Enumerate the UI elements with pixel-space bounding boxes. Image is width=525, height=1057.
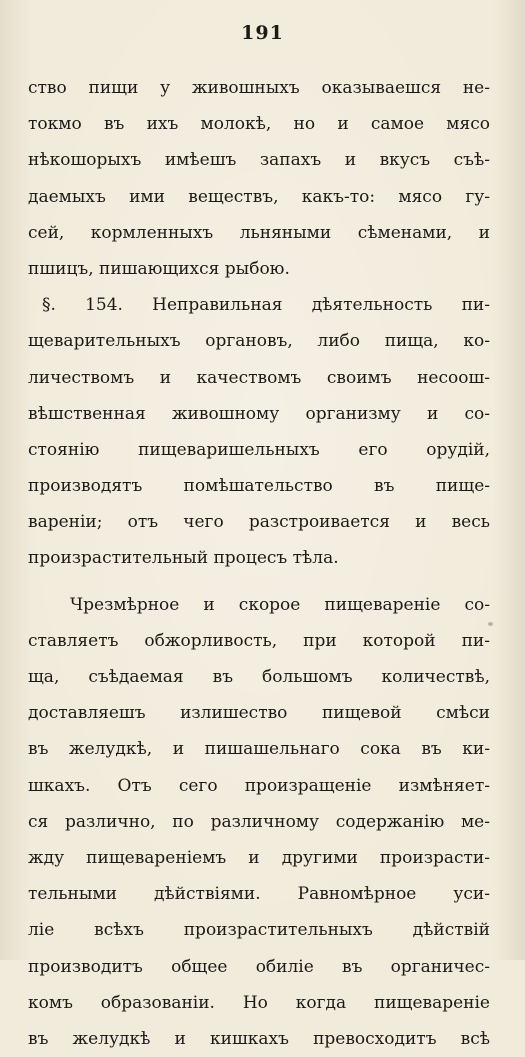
text-line: произрастительный процесъ тѣла. <box>28 548 339 569</box>
page-number: 191 <box>241 22 284 44</box>
paragraph-2 <box>28 287 490 577</box>
paper-speck <box>488 622 493 626</box>
paragraph-gap <box>28 577 490 587</box>
text-line: §. 154. Неправильная дѣятельность пи- <box>42 295 490 316</box>
paragraph-1 <box>28 70 490 287</box>
text-line: вареніи; отъ чего разстроивается и весь <box>28 512 490 533</box>
text-line: производитъ общее обиліе въ органичес- <box>28 956 490 977</box>
text-line: щеварительныхъ органовъ, либо пища, ко- <box>28 331 490 352</box>
text-line: Чрезмѣрное и скорое пищевареніе со- <box>70 594 490 615</box>
text-line: жду пищевареніемъ и другими произрасти- <box>28 847 490 868</box>
text-line: ство пищи у живошныхъ оказываешся не- <box>28 78 490 98</box>
text-line: даемыхъ ими веществъ, какъ-то: мясо гу- <box>28 186 490 207</box>
text-line: сей, кормленныхъ льняными сѣменами, и <box>28 222 490 243</box>
text-line: вѣшственная живошному организму и со- <box>28 403 490 424</box>
text-line: личествомъ и качествомъ своимъ несоош- <box>28 367 490 388</box>
text-line: въ желудкѣ, и пишашельнаго сока въ ки- <box>28 739 490 760</box>
text-line: шкахъ. Отъ сего произращеніе измѣняет- <box>28 775 490 796</box>
page-text <box>28 70 490 1057</box>
text-line: ліе всѣхъ произрастительныхъ дѣйствій <box>28 920 490 941</box>
paragraph-3 <box>28 587 490 1057</box>
text-line: стоянію пищеваришельныхъ его орудій, <box>28 439 490 460</box>
text-line: ся различно, по различному содержанію ме- <box>28 811 490 832</box>
text-line: ща, съѣдаемая въ большомъ количествѣ, <box>28 667 490 687</box>
text-line: въ желудкѣ и кишкахъ превосходитъ всѣ <box>28 1028 490 1049</box>
text-line: нѣкошорыхъ имѣешъ запахъ и вкусъ съѣ- <box>28 150 490 171</box>
text-line: пшицъ, пишающихся рыбою. <box>28 258 290 279</box>
text-line: тельными дѣйствіями. Равномѣрное уси- <box>28 884 490 905</box>
text-line: комъ образованіи. Но когда пищевареніе <box>28 992 490 1013</box>
text-line: производятъ помѣшательство въ пище- <box>28 476 490 497</box>
text-line: доставляешъ излишество пищевой смѣси <box>28 703 490 724</box>
text-line: токмо въ ихъ молокѣ, но и самое мясо <box>28 114 490 135</box>
text-line: ставляетъ обжорливость, при которой пи- <box>28 630 490 651</box>
